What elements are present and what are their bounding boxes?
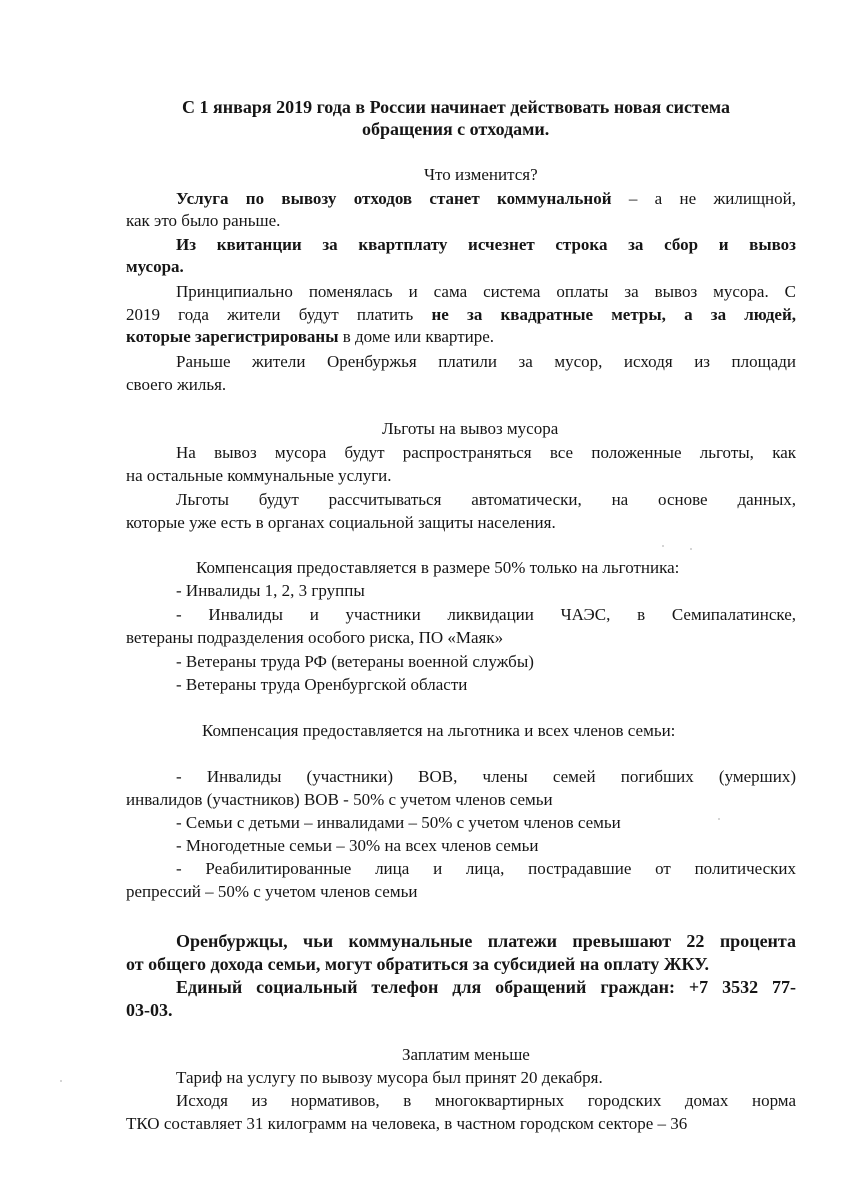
list-item: - Многодетные семьи – 30% на всех членов семьи <box>176 836 539 855</box>
bold-phrase: Услуга по вывозу отходов станет коммунальной <box>176 189 612 208</box>
paragraph-line: Льготы будут рассчитываться автоматически, на основе данных, <box>176 490 796 509</box>
paragraph-line <box>176 188 796 210</box>
list-item: - Реабилитированные лица и лица, пострадавшие от политических <box>176 859 796 878</box>
paragraph-line: Тариф на услугу по вывозу мусора был принят 20 декабря. <box>176 1068 603 1087</box>
paragraph-line: На вывоз мусора будут распространяться все положенные льготы, как <box>176 443 796 462</box>
scan-speck <box>662 545 664 547</box>
list-item-continuation: репрессий – 50% с учетом членов семьи <box>126 882 418 901</box>
list-item-continuation: инвалидов (участников) ВОВ - 50% с учетом членов семьи <box>126 790 553 809</box>
paragraph-line: Из квитанции за квартплату исчезнет строка за сбор и вывоз <box>176 235 796 254</box>
subsidy-notice-line: Оренбуржцы, чьи коммунальные платежи превышают 22 процента <box>176 931 796 951</box>
section-heading-benefits: Льготы на вывоз мусора <box>382 419 559 438</box>
subsidy-notice-line: от общего дохода семьи, могут обратиться за субсидией на оплату ЖКУ. <box>126 954 709 974</box>
paragraph-line: ТКО составляет 31 килограмм на человека, в частном городском секторе – 36 <box>126 1114 688 1133</box>
paragraph-line <box>126 304 796 326</box>
list-item: - Инвалиды (участники) ВОВ, члены семей погибших (умерших) <box>176 767 796 786</box>
paragraph-line: на остальные коммунальные услуги. <box>126 466 392 485</box>
paragraph-line: мусора. <box>126 257 184 276</box>
paragraph-line: как это было раньше. <box>126 211 281 230</box>
scan-speck <box>60 1080 62 1082</box>
paragraph-line: Принципиально поменялась и сама система оплаты за вывоз мусора. С <box>176 282 796 301</box>
list-item: - Семьи с детьми – инвалидами – 50% с учетом членов семьи <box>176 813 621 832</box>
paragraph-line: Исходя из нормативов, в многоквартирных городских домах норма <box>176 1091 796 1110</box>
list-item: - Ветераны труда Оренбургской области <box>176 675 468 694</box>
paragraph-line: Раньше жители Оренбуржья платили за мусор, исходя из площади <box>176 352 796 371</box>
text-phrase: в доме или квартире. <box>338 327 495 346</box>
list-item-continuation: ветераны подразделения особого риска, ПО «Маяк» <box>126 628 504 647</box>
paragraph-line <box>126 326 494 348</box>
scan-speck <box>718 818 720 820</box>
bold-phrase: не за квадратные метры, а за людей, <box>431 305 797 324</box>
paragraph-line: своего жилья. <box>126 375 227 394</box>
list-item: - Инвалиды и участники ликвидации ЧАЭС, в Семипалатинске, <box>176 605 796 624</box>
list-item: - Ветераны труда РФ (ветераны военной службы) <box>176 652 534 671</box>
bold-phrase: которые зарегистрированы <box>126 327 339 346</box>
text-phrase: 2019 года жители будут платить <box>126 305 432 324</box>
scan-speck <box>690 548 692 550</box>
section-heading-compensation-family: Компенсация предоставляется на льготника и всех членов семьи: <box>202 721 676 740</box>
text-phrase: – а не жилищной, <box>611 189 796 208</box>
list-item: - Инвалиды 1, 2, 3 группы <box>176 581 365 600</box>
phone-notice-line: 03-03. <box>126 1000 173 1020</box>
phone-notice-line: Единый социальный телефон для обращений граждан: +7 3532 77- <box>176 977 796 997</box>
paragraph-line: которые уже есть в органах социальной защиты населения. <box>126 513 556 532</box>
section-heading-pay-less: Заплатим меньше <box>402 1045 530 1064</box>
section-heading-compensation-beneficiary: Компенсация предоставляется в размере 50% только на льготника: <box>196 558 680 577</box>
section-heading-what-changes: Что изменится? <box>424 165 538 184</box>
document-title-line-1: С 1 января 2019 года в России начинает действовать новая система <box>182 97 731 117</box>
document-title-line-2: обращения с отходами. <box>362 119 550 139</box>
